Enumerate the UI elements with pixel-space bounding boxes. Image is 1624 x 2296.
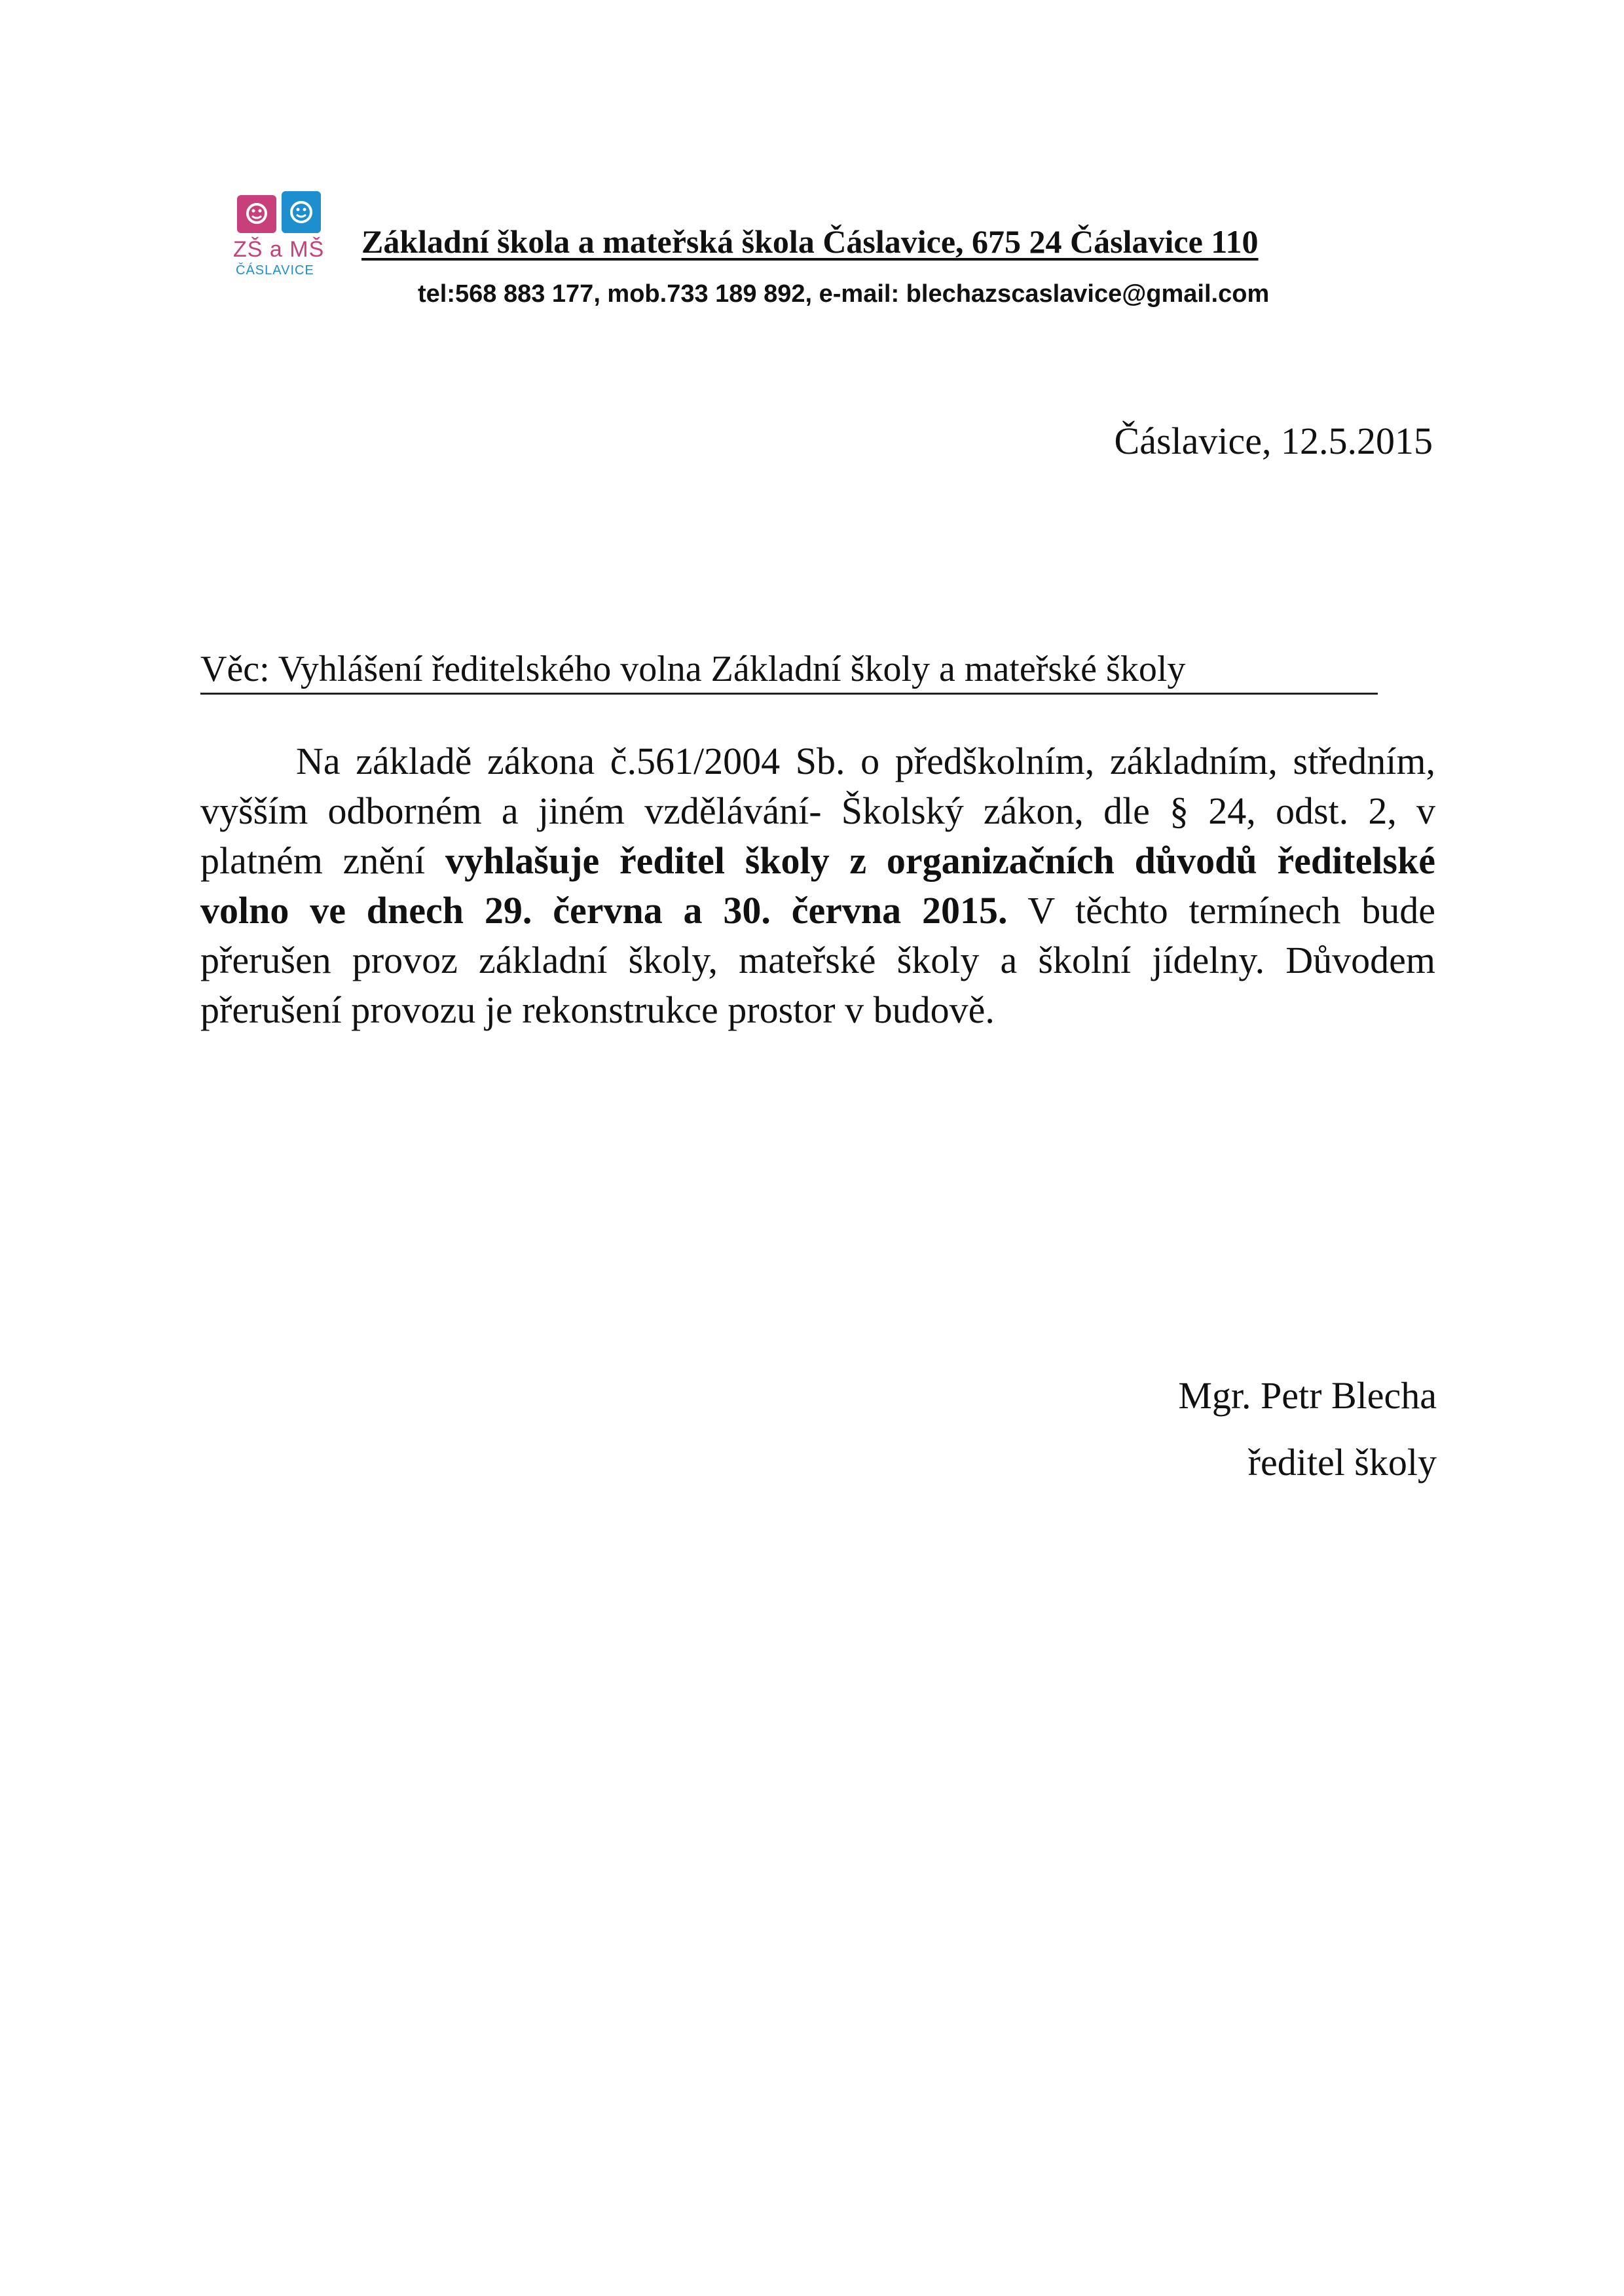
school-contact-line: tel:568 883 177, mob.733 189 892, e-mail: blechazscaslavice@gmail.com <box>418 280 1270 308</box>
letter-subject: Věc: Vyhlášení ředitelského volna Základní školy a mateřské školy <box>200 649 1186 689</box>
place-and-date: Čáslavice, 12.5.2015 <box>1114 420 1433 462</box>
body-text-part2: V těchto termínech bude přerušen provoz základní školy, mateřské školy a školní jídelny. Důvodem přerušení provozu je rekonstrukce prostor v budově. <box>200 889 1436 1031</box>
body-text-bold: vyhlašuje ředitel školy z organizačních důvodů ředitelské volno ve dnech 29. června a 30. června 2015. <box>200 839 1435 932</box>
logo-text: ZŠ a MŠ <box>233 237 325 262</box>
signature-role: ředitel školy <box>1247 1441 1437 1484</box>
letter-body <box>200 737 1435 1035</box>
subject-underline <box>200 693 1378 695</box>
school-logo-icon <box>236 190 327 237</box>
school-header-title: Základní škola a mateřská škola Čáslavice, 675 24 Čáslavice 110 <box>361 223 1259 260</box>
signature-name: Mgr. Petr Blecha <box>1178 1374 1437 1417</box>
logo-subtext: ČÁSLAVICE <box>236 263 314 278</box>
body-text-part1: Na základě zákona č.561/2004 Sb. o předškolním, základním, středním, vyšším odborném a jiném vzdělávání- Školský zákon, dle § 24, odst. 2, v platném znění <box>200 740 1435 882</box>
school-logo <box>233 190 331 295</box>
